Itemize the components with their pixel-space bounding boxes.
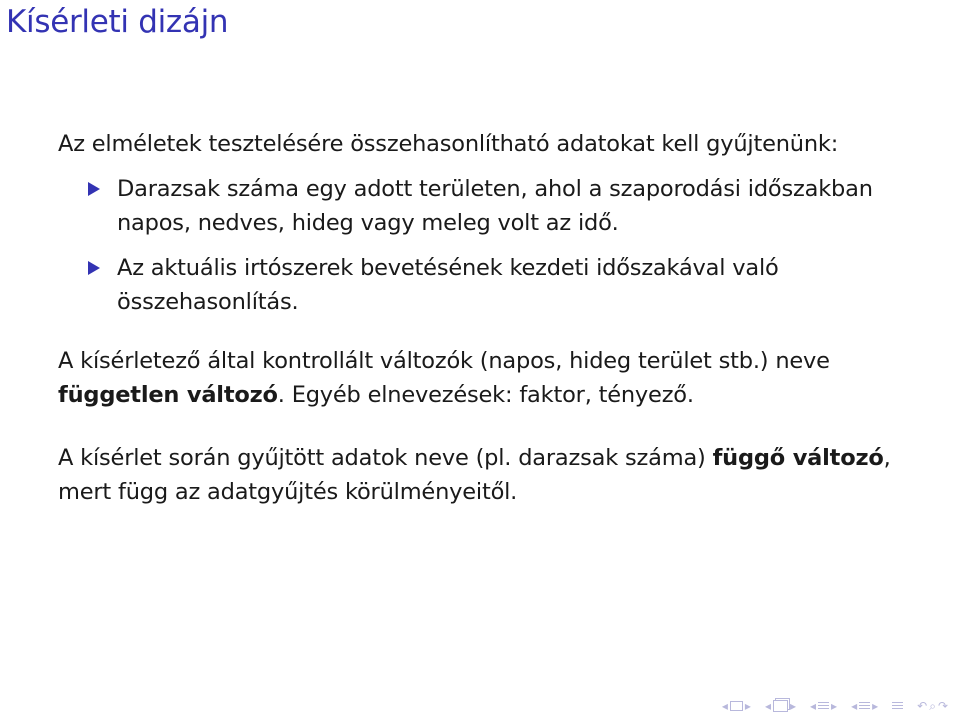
next-section-icon[interactable]: ▸ <box>831 699 838 713</box>
prev-section-icon[interactable]: ◂ <box>810 699 817 713</box>
prev-frame-icon[interactable]: ◂ <box>721 699 728 713</box>
outline-nav <box>892 702 903 711</box>
part-nav <box>851 700 878 712</box>
slide-title: Kísérleti dizájn <box>6 4 229 40</box>
term-dependent-variable: függő változó <box>712 444 884 471</box>
paragraph-text: A kísérlet során gyűjtött adatok neve (pl. darazsak száma) <box>58 444 713 471</box>
next-frame-icon[interactable]: ▸ <box>744 699 751 713</box>
triangle-bullet-icon <box>88 261 100 275</box>
intro-paragraph: Az elméletek tesztelésére összehasonlítható adatokat kell gyűjtenünk: <box>58 131 839 157</box>
paragraph-text: , mert függ az adatgyűjtés körülményeitől. <box>58 444 891 505</box>
beamer-navigation-bar <box>722 700 948 712</box>
bullet-list <box>58 172 918 320</box>
frame-icon <box>730 701 743 711</box>
subsection-nav <box>765 700 796 712</box>
frame-nav <box>722 700 751 712</box>
dependent-variable-paragraph <box>58 441 918 510</box>
prev-part-icon[interactable]: ◂ <box>851 699 858 713</box>
subsection-icon <box>773 700 788 712</box>
back-search-nav <box>917 700 948 712</box>
independent-variable-paragraph <box>58 344 918 413</box>
list-item <box>58 251 918 320</box>
paragraph-text: A kísérletező által kontrollált változók (napos, hideg terület stb.) neve <box>58 347 830 374</box>
slide-content <box>58 127 918 510</box>
document-outline-icon[interactable] <box>892 702 903 711</box>
next-subsection-icon[interactable]: ▸ <box>789 699 797 713</box>
bullet-text: Az aktuális irtószerek bevetésének kezdeti időszakával való összehasonlítás. <box>117 254 779 315</box>
triangle-bullet-icon <box>88 182 100 196</box>
section-nav <box>810 700 837 712</box>
section-icon <box>818 702 829 711</box>
next-part-icon[interactable]: ▸ <box>872 699 879 713</box>
back-icon[interactable]: ↶ <box>917 699 928 713</box>
bullet-text: Darazsak száma egy adott területen, ahol a szaporodási időszakban napos, nedves, hideg vagy meleg volt az idő. <box>117 175 873 236</box>
term-independent-variable: független változó <box>58 382 278 408</box>
list-item <box>58 172 918 241</box>
forward-icon[interactable]: ↷ <box>937 699 948 713</box>
paragraph-text: . Egyéb elnevezések: faktor, tényező. <box>277 382 694 408</box>
search-icon[interactable]: ⌕ <box>929 699 936 713</box>
part-icon <box>859 702 870 711</box>
prev-subsection-icon[interactable]: ◂ <box>764 699 771 713</box>
